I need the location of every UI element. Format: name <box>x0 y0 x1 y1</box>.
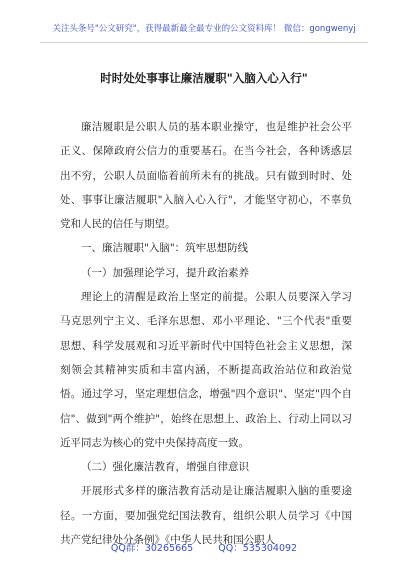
footer-qq: QQ：535304092 <box>218 543 298 554</box>
paragraph: 廉洁履职是公职人员的基本职业操守，也是维护社会公平正义、保障政府公信力的重要基石。在当今社会，各种诱惑层出不穷，公职人员面临着前所未有的挑战。只有做到时时、处处、事事让廉洁履职"入脑入心入行"，才能坚守初心，不辜负党和人民的信任与期望。 <box>60 121 352 231</box>
header-notice: 关注头条号"公文研究"，获得最新最全最专业的公文资料库！ 微信：gongwenyj <box>52 24 356 34</box>
footer-qq-group: QQ群：30265665 <box>110 543 194 554</box>
subsection-heading: （一）加强理论学习，提升政治素养 <box>81 266 249 279</box>
subsection-heading: （二）强化廉洁教育，增强自律意识 <box>81 461 249 474</box>
section-heading: 一、廉洁履职"入脑"：筑牢思想防线 <box>81 242 249 255</box>
document-title: 时时处处事事让廉洁履职"入脑入心入行" <box>100 71 308 85</box>
document-body <box>60 115 352 552</box>
paragraph: 理论上的清醒是政治上坚定的前提。公职人员要深入学习马克思列宁主义、毛泽东思想、邓小平理论、"三个代表"重要思想、科学发展观和习近平新时代中国特色社会主义思想，深刻领会其精神实质和丰富内涵，不断提高政治站位和政治觉悟。通过学习，坚定理想信念，增强"四个意识"、坚定"四个自信"、做到"两个维护"，始终在思想上、政治上、行动上同以习近平同志为核心的党中央保持高度一致。 <box>60 291 352 449</box>
paragraph: 开展形式多样的廉洁教育活动是让廉洁履职入脑的重要途径。一方面，要加强党纪国法教育，组织公职人员学习《中国共产党纪律处分条例》《中华人民共和国公职人 <box>60 485 352 547</box>
page-footer <box>0 540 408 554</box>
page-header <box>40 22 368 43</box>
